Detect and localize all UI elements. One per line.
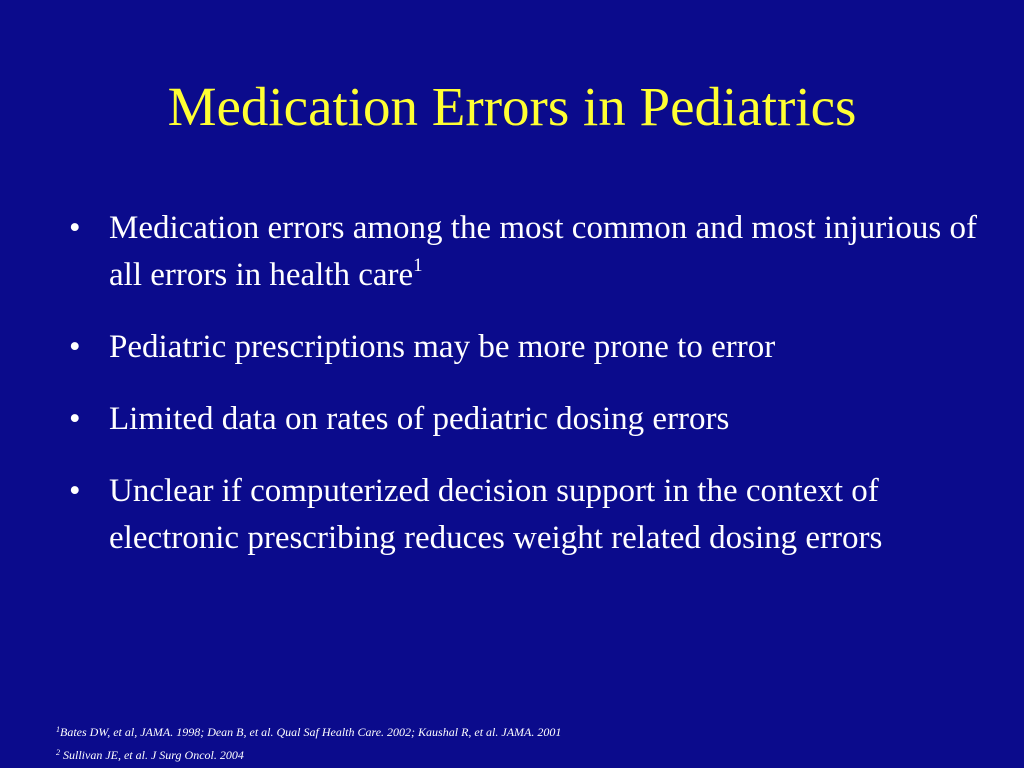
footnote: [56, 721, 956, 744]
footnote-text: Bates DW, et al, JAMA. 1998; Dean B, et al. Qual Saf Health Care. 2002; Kaushal R, et al. JAMA. 2001: [60, 725, 562, 739]
bullet-dot-icon: •: [69, 329, 81, 365]
bullet-item: [68, 396, 988, 443]
footnote-number: 2: [56, 748, 60, 757]
slide-title: Medication Errors in Pediatrics: [167, 76, 857, 137]
bullet-item: [68, 468, 988, 562]
bullet-text: Limited data on rates of pediatric dosing errors: [109, 401, 730, 437]
footnotes: [56, 721, 956, 767]
bullet-item: [68, 205, 988, 299]
footnote-text: Sullivan JE, et al. J Surg Oncol. 2004: [60, 748, 244, 762]
bullet-text: Medication errors among the most common and most injurious of all errors in health care: [109, 210, 977, 293]
citation-superscript: 1: [413, 255, 423, 276]
bullet-text: Pediatric prescriptions may be more prone to error: [109, 329, 776, 365]
bullet-dot-icon: •: [69, 473, 81, 509]
bullet-text: Unclear if computerized decision support in the context of electronic prescribing reduces weight related dosing errors: [109, 473, 883, 556]
bullet-dot-icon: •: [69, 401, 81, 437]
bullet-list: [68, 205, 988, 587]
footnote: [56, 744, 956, 767]
bullet-item: [68, 324, 988, 371]
footnote-number: 1: [56, 725, 60, 734]
bullet-dot-icon: •: [69, 210, 81, 246]
